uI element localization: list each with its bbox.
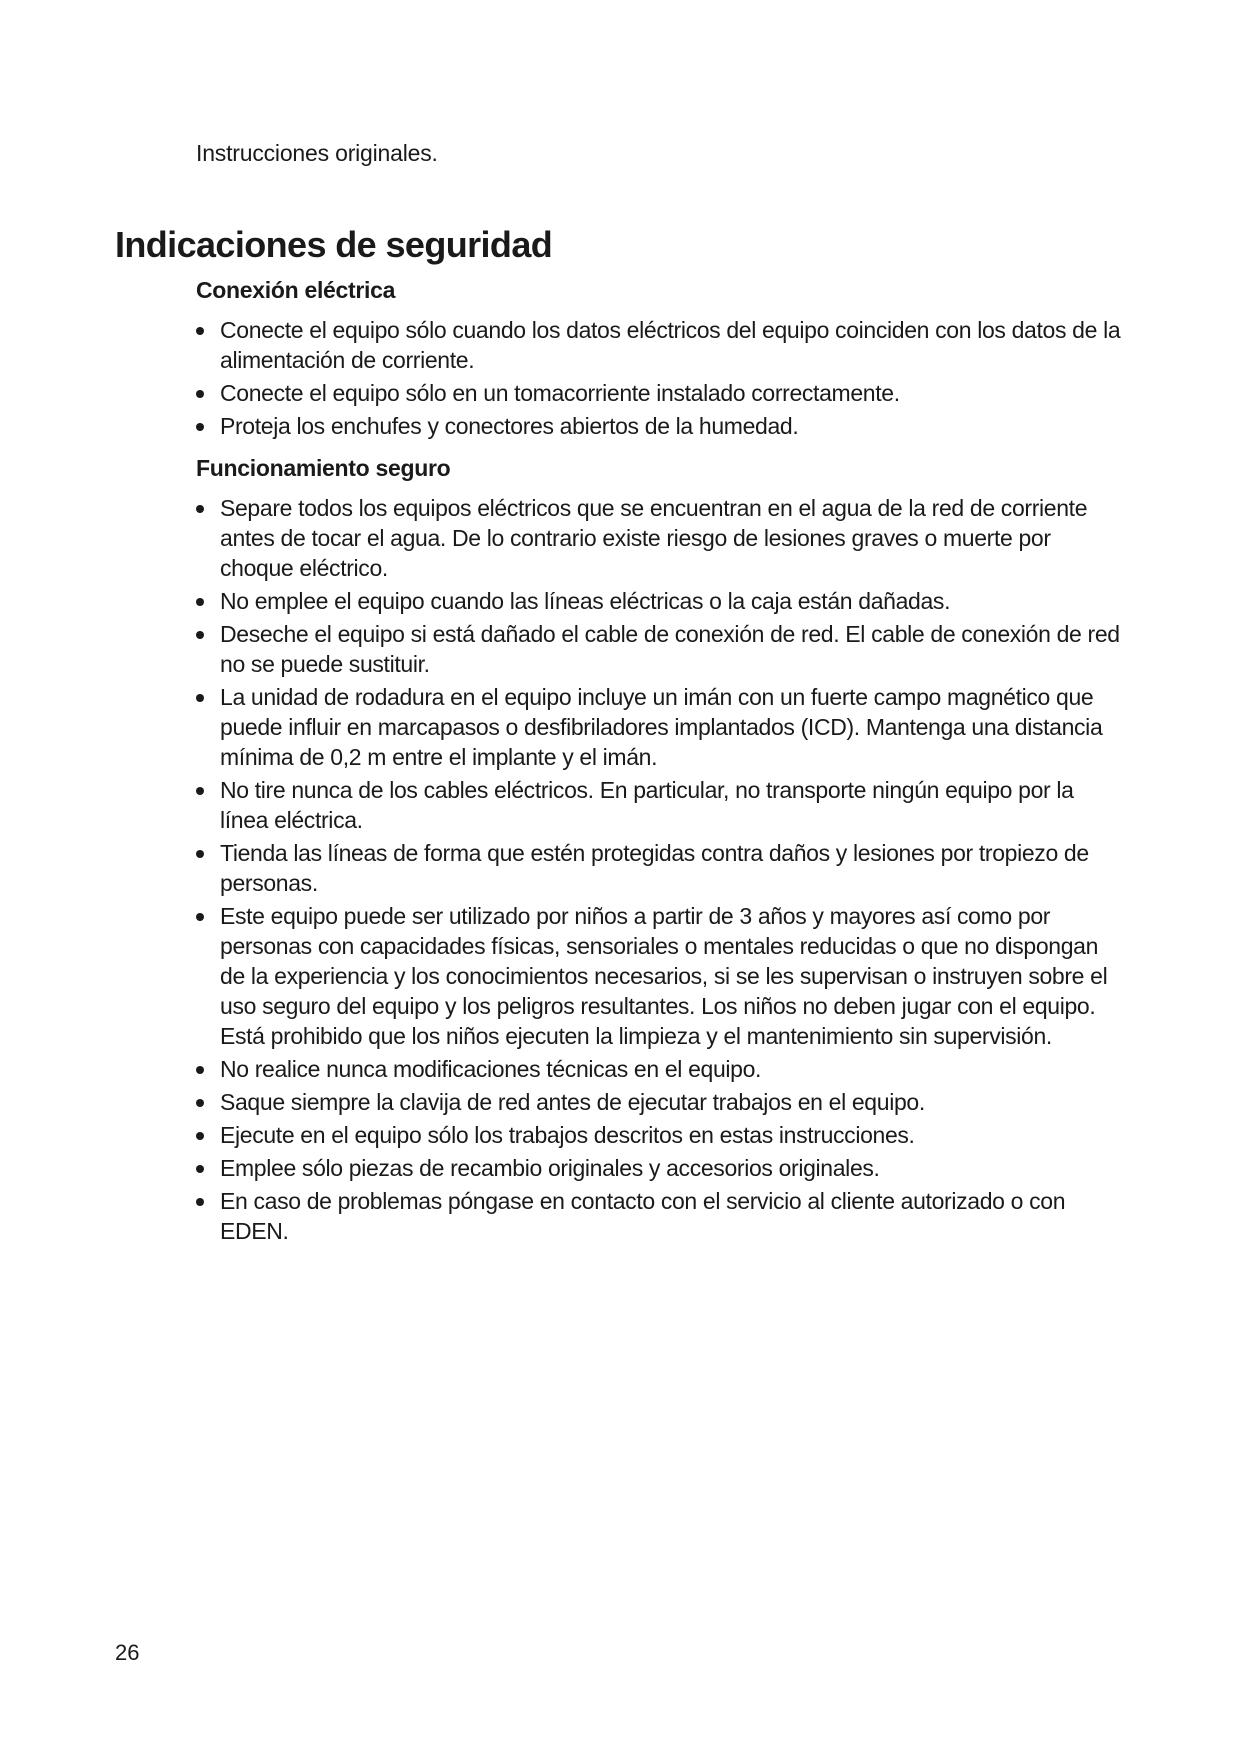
section-title: Indicaciones de seguridad [115, 224, 553, 265]
list-item [196, 1153, 1126, 1183]
list-item [196, 682, 1126, 772]
bullet-icon [196, 423, 204, 431]
bullet-icon [196, 787, 204, 795]
list-item [196, 1054, 1126, 1084]
list-item [196, 1120, 1126, 1150]
bullet-icon [196, 1165, 204, 1173]
list-item-text: En caso de problemas póngase en contacto con el servicio al cliente autorizado o con EDEN. [220, 1188, 1066, 1244]
bullet-icon [196, 631, 204, 639]
list-item-text: Conecte el equipo sólo cuando los datos eléctricos del equipo coinciden con los datos de la alimentación de corriente. [220, 317, 1121, 373]
list-item [196, 315, 1126, 375]
subsection-heading: Funcionamiento seguro [196, 455, 451, 481]
list-item-text: Separe todos los equipos eléctricos que se encuentran en el agua de la red de corriente antes de tocar el agua. De lo contrario existe riesgo de lesiones graves o muerte por choque eléctrico. [220, 495, 1088, 581]
subsection-electrical-connection [196, 275, 1126, 441]
list-item [196, 838, 1126, 898]
bullet-icon [196, 1099, 204, 1107]
bullet-icon [196, 850, 204, 858]
list-item-text: Deseche el equipo si está dañado el cable de conexión de red. El cable de conexión de red no se puede sustituir. [220, 621, 1120, 677]
list-item-text: No tire nunca de los cables eléctricos. En particular, no transporte ningún equipo por la línea eléctrica. [220, 777, 1074, 833]
bullet-icon [196, 598, 204, 606]
bullet-icon [196, 327, 204, 335]
bullet-icon [196, 694, 204, 702]
list-item [196, 775, 1126, 835]
subsection-heading: Conexión eléctrica [196, 277, 396, 303]
list-item-text: No emplee el equipo cuando las líneas eléctricas o la caja están dañadas. [220, 588, 951, 614]
bullet-icon [196, 1066, 204, 1074]
list-item [196, 901, 1126, 1051]
intro-text: Instrucciones originales. [196, 140, 438, 166]
list-item-text: Emplee sólo piezas de recambio originales y accesorios originales. [220, 1155, 880, 1181]
bullet-icon [196, 390, 204, 398]
list-item [196, 378, 1126, 408]
bullet-icon [196, 505, 204, 513]
page-number: 26 [115, 1640, 140, 1665]
list-item-text: Este equipo puede ser utilizado por niños a partir de 3 años y mayores así como por personas con capacidades físicas, sensoriales o mentales reducidas o que no dispongan de la experiencia y los conocimientos necesarios, si se les supervisan o instruyen sobre el uso seguro del equipo y los peligros resultantes. Los niños no deben jugar con el equipo. Está prohibido que los niños ejecuten la limpieza y el mantenimiento sin supervisión. [220, 903, 1108, 1049]
list-item [196, 411, 1126, 441]
list-item-text: La unidad de rodadura en el equipo incluye un imán con un fuerte campo magnético que puede influir en marcapasos o desfibriladores implantados (ICD). Mantenga una distancia mínima de 0,2 m entre el implante y el imán. [220, 684, 1103, 770]
list-item-text: Saque siempre la clavija de red antes de ejecutar trabajos en el equipo. [220, 1089, 925, 1115]
list-item [196, 1087, 1126, 1117]
subsection-safe-operation [196, 453, 1126, 1246]
list-item-text: Tienda las líneas de forma que estén protegidas contra daños y lesiones por tropiezo de personas. [220, 840, 1089, 896]
safety-content [196, 275, 1126, 1249]
bullet-icon [196, 1198, 204, 1206]
list-item [196, 619, 1126, 679]
list-item [196, 586, 1126, 616]
bullet-icon [196, 1132, 204, 1140]
list-item-text: Proteja los enchufes y conectores abiertos de la humedad. [220, 413, 799, 439]
bullet-list [196, 315, 1126, 441]
bullet-list [196, 493, 1126, 1246]
list-item-text: Ejecute en el equipo sólo los trabajos descritos en estas instrucciones. [220, 1122, 915, 1148]
list-item [196, 1186, 1126, 1246]
list-item [196, 493, 1126, 583]
bullet-icon [196, 913, 204, 921]
list-item-text: No realice nunca modificaciones técnicas en el equipo. [220, 1056, 762, 1082]
list-item-text: Conecte el equipo sólo en un tomacorriente instalado correctamente. [220, 380, 900, 406]
